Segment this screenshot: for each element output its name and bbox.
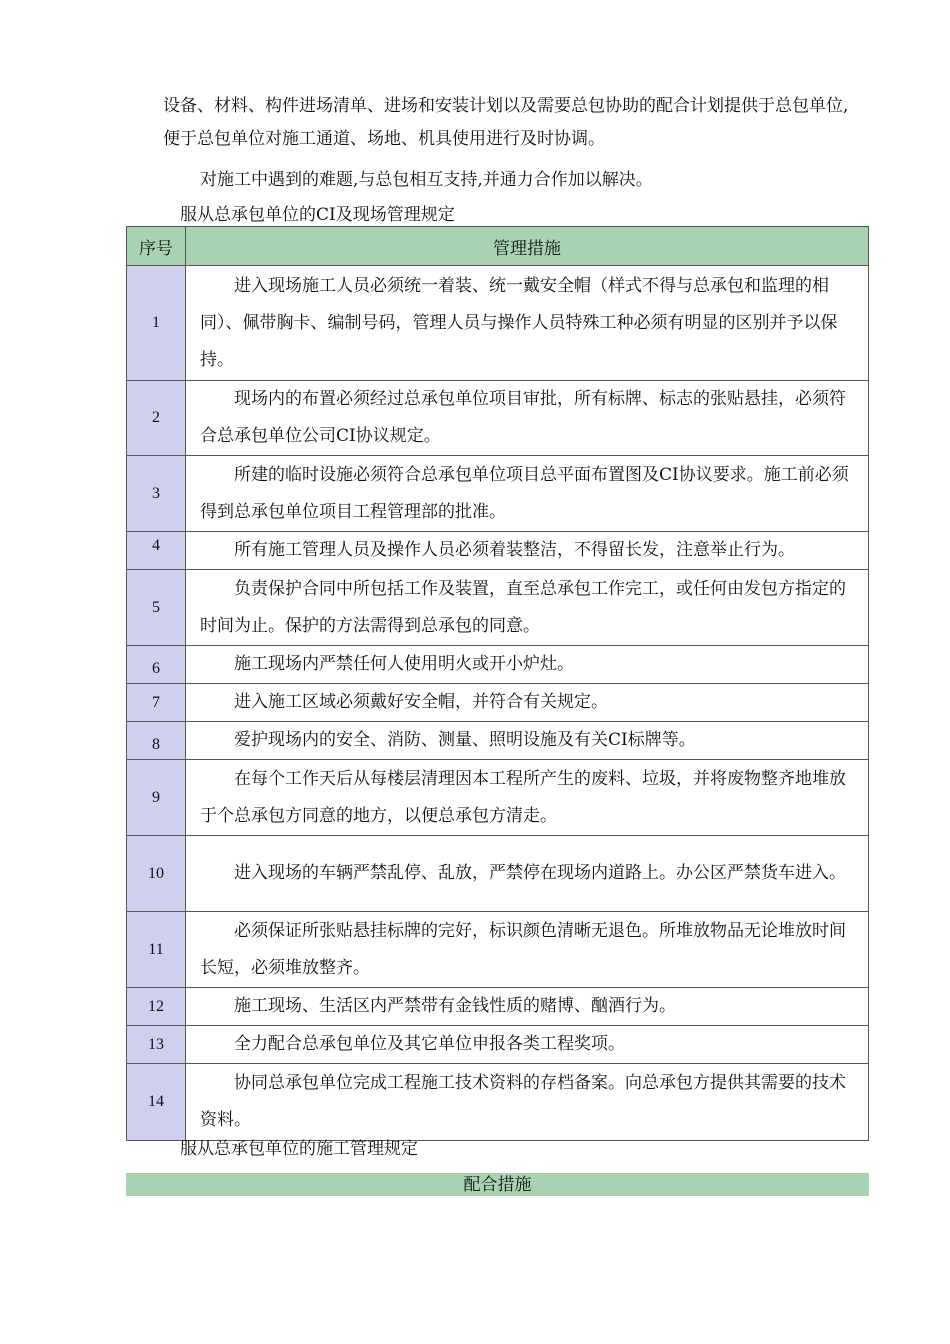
row-text: 施工现场、生活区内严禁带有金钱性质的赌博、酗酒行为。 [186,988,869,1026]
row-text: 施工现场内严禁任何人使用明火或开小炉灶。 [186,646,869,684]
section-caption-construction-rules: 服从总承包单位的施工管理规定 [180,1139,418,1159]
row-text: 在每个工作天后从每楼层清理因本工程所产生的废料、垃圾，并将废物整齐地堆放于个总承包方同意的地方，以便总承包方清走。 [186,760,869,836]
management-measures-table [126,226,869,1141]
paragraph-problem-solving: 对施工中遇到的难题,与总包相互支持,并通力合作加以解决。 [200,170,653,190]
row-text: 爱护现场内的安全、消防、测量、照明设施及有关CI标牌等。 [186,722,869,760]
table-row [127,266,869,381]
row-number: 12 [127,988,186,1026]
row-text-clipped: 所有施工管理人员及操作人员必须着装整洁，不得留长发，注意举止行为。 [234,540,795,560]
table-row [127,456,869,532]
table-row [127,836,869,912]
row-text: 负责保护合同中所包括工作及装置，直至总承包工作完工，或任何由发包方指定的时间为止。保护的方法需得到总承包的同意。 [186,570,869,646]
table-row [127,760,869,836]
table-row [127,912,869,988]
paragraph-equipment-plan: 设备、材料、构件进场清单、进场和安装计划以及需要总包协助的配合计划提供于总包单位,便于总包单位对施工通道、场地、机具使用进行及时协调。 [163,96,849,149]
table-row [127,532,869,570]
section-caption-ci-rules: 服从总承包单位的CI及现场管理规定 [180,205,455,225]
row-number: 14 [127,1064,186,1141]
table-row [127,1026,869,1064]
row-number: 11 [127,912,186,988]
table-row [127,646,869,684]
row-number: 1 [127,266,186,381]
row-number: 6 [127,646,186,684]
row-number: 8 [127,722,186,760]
table-row [127,722,869,760]
table-row [127,1064,869,1141]
table-header-row [127,227,869,266]
row-text: 进入施工区域必须戴好安全帽，并符合有关规定。 [186,684,869,722]
row-text: 进入现场施工人员必须统一着装、统一戴安全帽（样式不得与总承包和监理的相同）、佩带胸卡、编制号码，管理人员与操作人员特殊工种必须有明显的区别并予以保持。 [186,266,869,381]
table-row [127,684,869,722]
table-row [127,988,869,1026]
row-text: 必须保证所张贴悬挂标牌的完好，标识颜色清晰无退色。所堆放物品无论堆放时间长短，必须堆放整齐。 [186,912,869,988]
row-number: 13 [127,1026,186,1064]
row-text: 全力配合总承包单位及其它单位申报各类工程奖项。 [186,1026,869,1064]
header-measures: 管理措施 [186,227,869,266]
row-text: 所建的临时设施必须符合总承包单位项目总平面布置图及CI协议要求。施工前必须得到总承包单位项目工程管理部的批准。 [186,456,869,532]
header-number: 序号 [127,227,186,266]
row-number: 2 [127,381,186,456]
table-row [127,381,869,456]
row-number: 10 [127,836,186,912]
row-number: 3 [127,456,186,532]
row-number: 5 [127,570,186,646]
row-number: 9 [127,760,186,836]
row-text [186,532,869,570]
row-number: 4 [127,532,186,570]
row-number: 7 [127,684,186,722]
row-text: 进入现场的车辆严禁乱停、乱放，严禁停在现场内道路上。办公区严禁货车进入。 [186,836,869,912]
row-text: 现场内的布置必须经过总承包单位项目审批，所有标牌、标志的张贴悬挂，必须符合总承包单位公司CI协议规定。 [186,381,869,456]
row-text: 协同总承包单位完成工程施工技术资料的存档备案。向总承包方提供其需要的技术资料。 [186,1064,869,1141]
table-row [127,570,869,646]
cooperation-measures-header: 配合措施 [126,1173,869,1196]
